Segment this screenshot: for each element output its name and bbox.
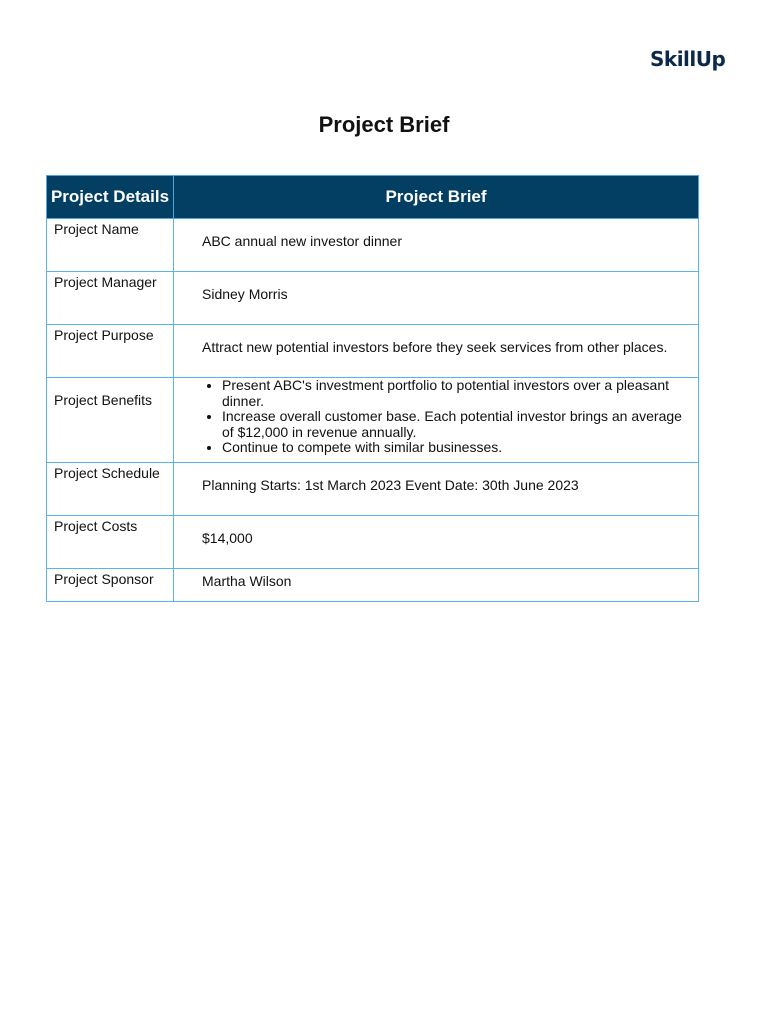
- table-header-row: [47, 176, 699, 219]
- list-item: • Present ABC's investment portfolio to potential investors over a pleasant dinner.: [222, 378, 692, 409]
- benefits-list: [202, 378, 692, 456]
- table-row: [47, 272, 699, 325]
- skillup-logo: SkillUp: [650, 47, 726, 71]
- row-value-project-benefits: [174, 378, 699, 463]
- table-row: [47, 219, 699, 272]
- table-row: [47, 325, 699, 378]
- row-label-project-manager: Project Manager: [47, 272, 174, 325]
- row-value-project-schedule: Planning Starts: 1st March 2023 Event Date: 30th June 2023: [174, 463, 699, 516]
- row-label-project-name: Project Name: [47, 219, 174, 272]
- row-label-project-benefits: Project Benefits: [47, 378, 174, 463]
- row-label-project-purpose: Project Purpose: [47, 325, 174, 378]
- page-title: Project Brief: [318, 112, 450, 137]
- column-header-project-details: Project Details: [47, 176, 174, 219]
- row-value-project-name: ABC annual new investor dinner: [174, 219, 699, 272]
- list-item: • Continue to compete with similar businesses.: [222, 440, 692, 456]
- table-row: [47, 516, 699, 569]
- column-header-project-brief: Project Brief: [174, 176, 699, 219]
- list-item: • Increase overall customer base. Each potential investor brings an average of $12,000 in revenue annually.: [222, 409, 692, 440]
- row-label-project-costs: Project Costs: [47, 516, 174, 569]
- table-row: [47, 569, 699, 602]
- row-value-project-sponsor: Martha Wilson: [174, 569, 699, 602]
- project-brief-table: [46, 175, 699, 602]
- row-value-project-manager: Sidney Morris: [174, 272, 699, 325]
- row-label-project-schedule: Project Schedule: [47, 463, 174, 516]
- row-value-project-purpose: Attract new potential investors before they seek services from other places.: [174, 325, 699, 378]
- table-row: [47, 463, 699, 516]
- row-value-project-costs: $14,000: [174, 516, 699, 569]
- row-label-project-sponsor: Project Sponsor: [47, 569, 174, 602]
- table-row: [47, 378, 699, 463]
